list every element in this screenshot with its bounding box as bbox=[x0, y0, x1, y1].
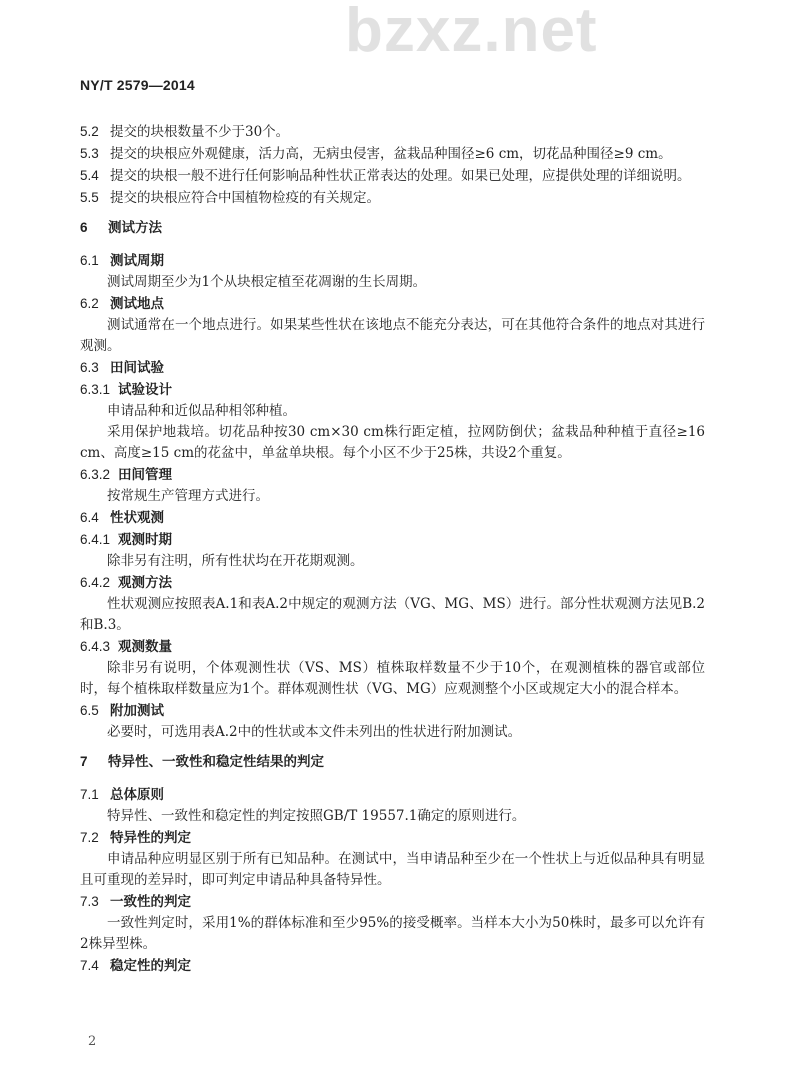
standard-code-header: NY/T 2579—2014 bbox=[80, 77, 195, 93]
section-heading bbox=[80, 464, 705, 486]
section-title: 田间试验 bbox=[110, 360, 164, 376]
section-heading bbox=[80, 827, 705, 849]
section-heading bbox=[80, 250, 705, 272]
section-title: 稳定性的判定 bbox=[110, 958, 191, 974]
section-title: 特异性的判定 bbox=[110, 830, 191, 846]
section-number: 6.3.1 bbox=[80, 382, 111, 397]
section-title: 一致性的判定 bbox=[110, 894, 191, 910]
clause bbox=[80, 121, 705, 143]
clause bbox=[80, 165, 705, 187]
section-heading bbox=[80, 891, 705, 913]
clause-text: 提交的块根应符合中国植物检疫的有关规定。 bbox=[110, 190, 380, 206]
section-number: 6.2 bbox=[80, 296, 99, 311]
section-title: 试验设计 bbox=[118, 382, 172, 398]
document-body bbox=[80, 121, 705, 977]
paragraph: 按常规生产管理方式进行。 bbox=[107, 488, 269, 504]
section-title: 观测时期 bbox=[118, 532, 172, 548]
section-heading bbox=[80, 572, 705, 594]
paragraph: 性状观测应按照表A.1和表A.2中规定的观测方法（VG、MG、MS）进行。部分性状观测方法见B.2和B.3。 bbox=[80, 596, 705, 633]
section-title: 特异性、一致性和稳定性结果的判定 bbox=[108, 754, 324, 770]
section-number: 6.5 bbox=[80, 703, 99, 718]
section-title: 观测方法 bbox=[118, 575, 172, 591]
clause bbox=[80, 187, 705, 209]
section-heading bbox=[80, 529, 705, 551]
paragraph: 测试周期至少为1个从块根定植至花凋谢的生长周期。 bbox=[107, 274, 427, 290]
section-number: 6 bbox=[80, 220, 88, 235]
clause-text: 提交的块根数量不少于30个。 bbox=[110, 124, 290, 140]
section-heading bbox=[80, 379, 705, 401]
clause-text: 提交的块根应外观健康，活力高，无病虫侵害，盆栽品种围径≥6 cm，切花品种围径≥9 cm。 bbox=[110, 146, 672, 162]
section-title: 测试方法 bbox=[108, 220, 162, 236]
section-title: 总体原则 bbox=[110, 787, 164, 803]
section-heading bbox=[80, 955, 705, 977]
section-number: 6.4.1 bbox=[80, 532, 111, 547]
paragraph: 除非另有注明，所有性状均在开花期观测。 bbox=[107, 553, 364, 569]
section-number: 6.1 bbox=[80, 253, 99, 268]
paragraph: 一致性判定时，采用1%的群体标准和至少95%的接受概率。当样本大小为50株时，最多可以允许有2株异型株。 bbox=[80, 915, 705, 952]
section-number: 5.2 bbox=[80, 124, 99, 139]
section-heading bbox=[80, 751, 705, 773]
section-title: 田间管理 bbox=[118, 467, 172, 483]
section-number: 6.3.2 bbox=[80, 467, 111, 482]
section-number: 5.4 bbox=[80, 168, 99, 183]
section-number: 6.4 bbox=[80, 510, 99, 525]
section-number: 7.4 bbox=[80, 958, 99, 973]
section-number: 7.3 bbox=[80, 894, 99, 909]
section-number: 5.5 bbox=[80, 190, 99, 205]
section-number: 6.3 bbox=[80, 360, 99, 375]
section-number: 7 bbox=[80, 754, 88, 769]
section-heading bbox=[80, 700, 705, 722]
section-number: 5.3 bbox=[80, 146, 99, 161]
section-heading bbox=[80, 293, 705, 315]
section-heading bbox=[80, 784, 705, 806]
section-title: 性状观测 bbox=[110, 510, 164, 526]
section-title: 附加测试 bbox=[110, 703, 164, 719]
section-heading bbox=[80, 507, 705, 529]
section-number: 6.4.2 bbox=[80, 575, 111, 590]
section-title: 观测数量 bbox=[118, 639, 172, 655]
section-number: 7.2 bbox=[80, 830, 99, 845]
section-heading bbox=[80, 217, 705, 239]
section-heading bbox=[80, 636, 705, 658]
paragraph: 除非另有说明，个体观测性状（VS、MS）植株取样数量不少于10个，在观测植株的器官或部位时，每个植株取样数量应为1个。群体观测性状（VG、MG）应观测整个小区或规定大小的混合样本。 bbox=[80, 660, 705, 697]
paragraph: 申请品种应明显区别于所有已知品种。在测试中，当申请品种至少在一个性状上与近似品种具有明显且可重现的差异时，即可判定申请品种具备特异性。 bbox=[80, 851, 705, 888]
section-title: 测试周期 bbox=[110, 253, 164, 269]
section-number: 6.4.3 bbox=[80, 639, 111, 654]
paragraph: 采用保护地栽培。切花品种按30 cm×30 cm株行距定植，拉网防倒伏；盆栽品种种植于直径≥16 cm、高度≥15 cm的花盆中，单盆单块根。每个小区不少于25株，共设2个重复。 bbox=[80, 424, 705, 461]
clause bbox=[80, 143, 705, 165]
page-number: 2 bbox=[88, 1034, 97, 1049]
paragraph: 必要时，可选用表A.2中的性状或本文件未列出的性状进行附加测试。 bbox=[107, 724, 522, 740]
section-heading bbox=[80, 357, 705, 379]
section-number: 7.1 bbox=[80, 787, 99, 802]
paragraph: 特异性、一致性和稳定性的判定按照GB/T 19557.1确定的原则进行。 bbox=[107, 808, 526, 824]
clause-text: 提交的块根一般不进行任何影响品种性状正常表达的处理。如果已处理，应提供处理的详细说明。 bbox=[110, 168, 691, 184]
watermark: bzxz.net bbox=[345, 0, 598, 65]
section-title: 测试地点 bbox=[110, 296, 164, 312]
paragraph: 申请品种和近似品种相邻种植。 bbox=[107, 403, 296, 419]
paragraph: 测试通常在一个地点进行。如果某些性状在该地点不能充分表达，可在其他符合条件的地点对其进行观测。 bbox=[80, 317, 705, 354]
